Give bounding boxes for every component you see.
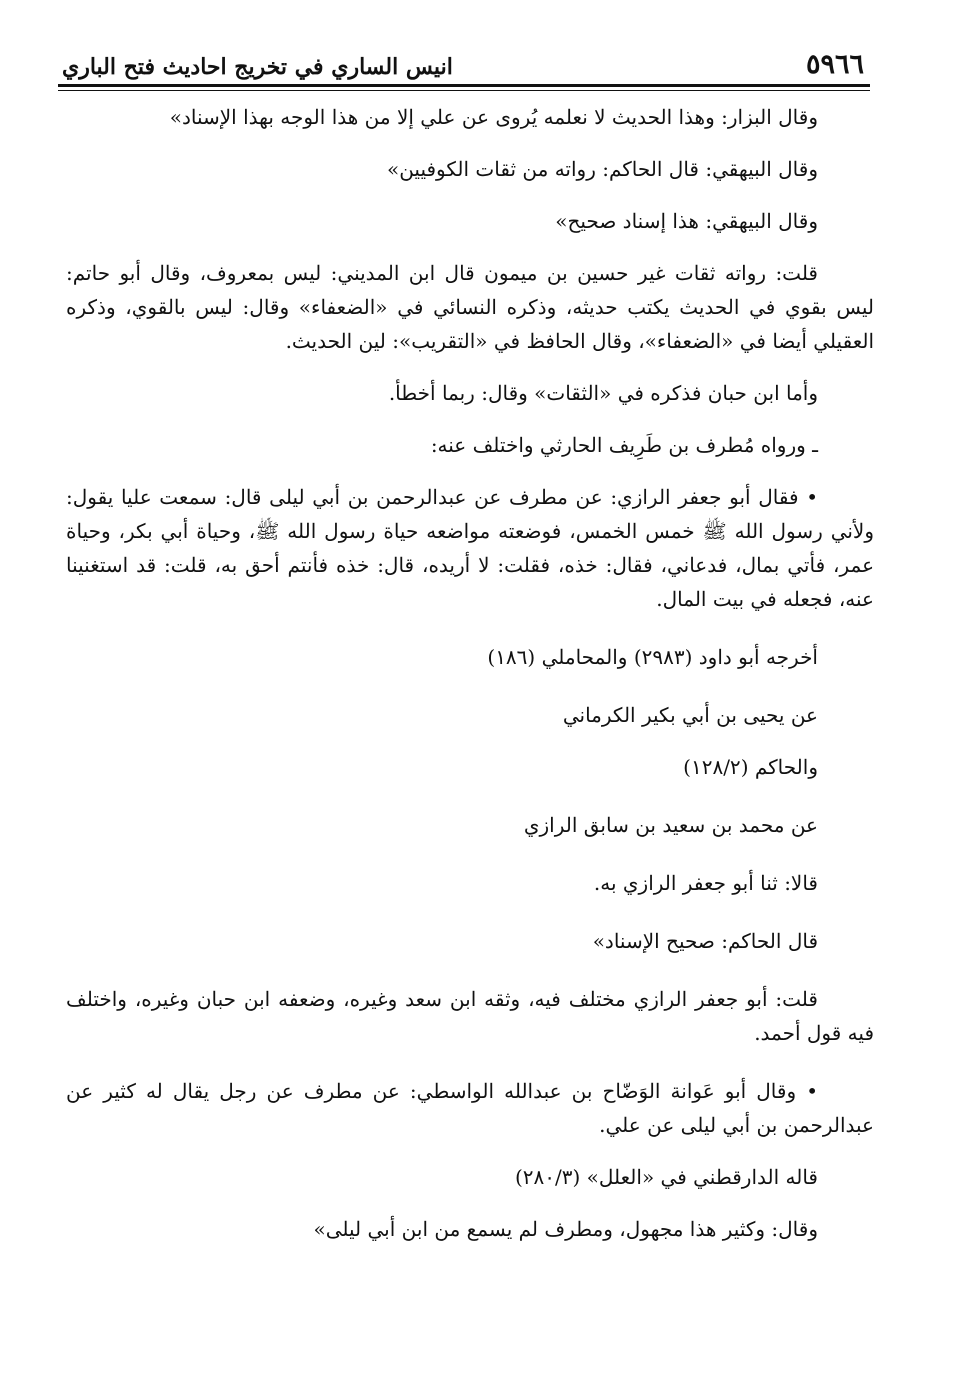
paragraph-kathir: وقال: وكثير هذا مجهول، ومطرف لم يسمع من ابن أبي ليلى»	[313, 1217, 818, 1241]
paragraph-abu-jafar-narration: • فقال أبو جعفر الرازي: عن مطرف عن عبدالرحمن بن أبي ليلى قال: سمعت عليا يقول: ولأني رسول الله ﷺ خمس الخمس، فوضعته مواضعه حياة رسول الله ﷺ، وحياة أبي بكر، وحياة عمر، فأتي بمال، فدعاني، فقال: خذه، فقلت: لا أريده، قال: خذه فأنتم أحق به، قلت: قد استغنينا عنه، فجعله في بيت المال.	[66, 485, 875, 611]
paragraph-bayhaqi-hakim: وقال البيهقي: قال الحاكم: رواته من ثقات الكوفيين»	[386, 157, 818, 181]
paragraph-bazzar: وقال البزار: وهذا الحديث لا نعلمه يُروى عن علي إلا من هذا الوجه بهذا الإسناد»	[169, 105, 818, 129]
running-title: انيس الساري في تخريج احاديث فتح الباري	[62, 54, 453, 80]
header-rule-thick	[58, 84, 870, 87]
paragraph-abu-awana: • وقال أبو عَوانة الوَضّاح بن عبدالله الواسطي: عن مطرف عن رجل يقال له كثير عن عبدالرحمن بن أبي ليلى عن علي.	[66, 1079, 874, 1137]
paragraph-daraqutni: قاله الدارقطني في «العلل» (٢٨٠/٣)	[514, 1165, 818, 1189]
paragraph-mutarrif: ـ ورواه مُطرف بن طَرِيف الحارثي واختلف عنه:	[430, 433, 818, 457]
paragraph-bayhaqi-sahih: وقال البيهقي: هذا إسناد صحيح»	[555, 209, 818, 233]
paragraph-qala: قالا: ثنا أبو جعفر الرازي به.	[593, 871, 818, 895]
header-rule-thin	[58, 90, 870, 91]
paragraph-takhrij-abu-dawud: أخرجه أبو داود (٢٩٨٣) والمحاملي (١٨٦)	[487, 645, 818, 669]
paragraph-hakim-ref: والحاكم (١٢٨/٢)	[683, 755, 818, 779]
paragraph-hakim-sahih: قال الحاكم: صحيح الإسناد»	[592, 929, 818, 953]
paragraph-ibn-hibban: وأما ابن حبان فذكره في «الثقات» وقال: ربما أخطأ.	[388, 381, 818, 405]
page-number: ٥٩٦٦	[805, 49, 864, 80]
paragraph-yahya: عن يحيى بن أبي بكير الكرماني	[562, 703, 818, 727]
page-body	[66, 100, 874, 1340]
page-header	[58, 34, 870, 80]
paragraph-rijal-note: قلت: رواته ثقات غير حسين بن ميمون قال ابن المديني: ليس بمعروف، وقال أبو حاتم: ليس بقوي في الحديث يكتب حديثه، وذكره النسائي في «الضعفاء» وقال: ليس بالقوي، وذكره العقيلي أيضا في «الضعفاء»، وقال الحافظ في «التقريب»: لين الحديث.	[66, 261, 874, 353]
paragraph-muhammad: عن محمد بن سعيد بن سابق الرازي	[523, 813, 818, 837]
paragraph-abu-jafar-note: قلت: أبو جعفر الرازي مختلف فيه، وثقه ابن سعد وغيره، وضعفه ابن حبان وغيره، واختلف فيه قول أحمد.	[66, 987, 874, 1045]
